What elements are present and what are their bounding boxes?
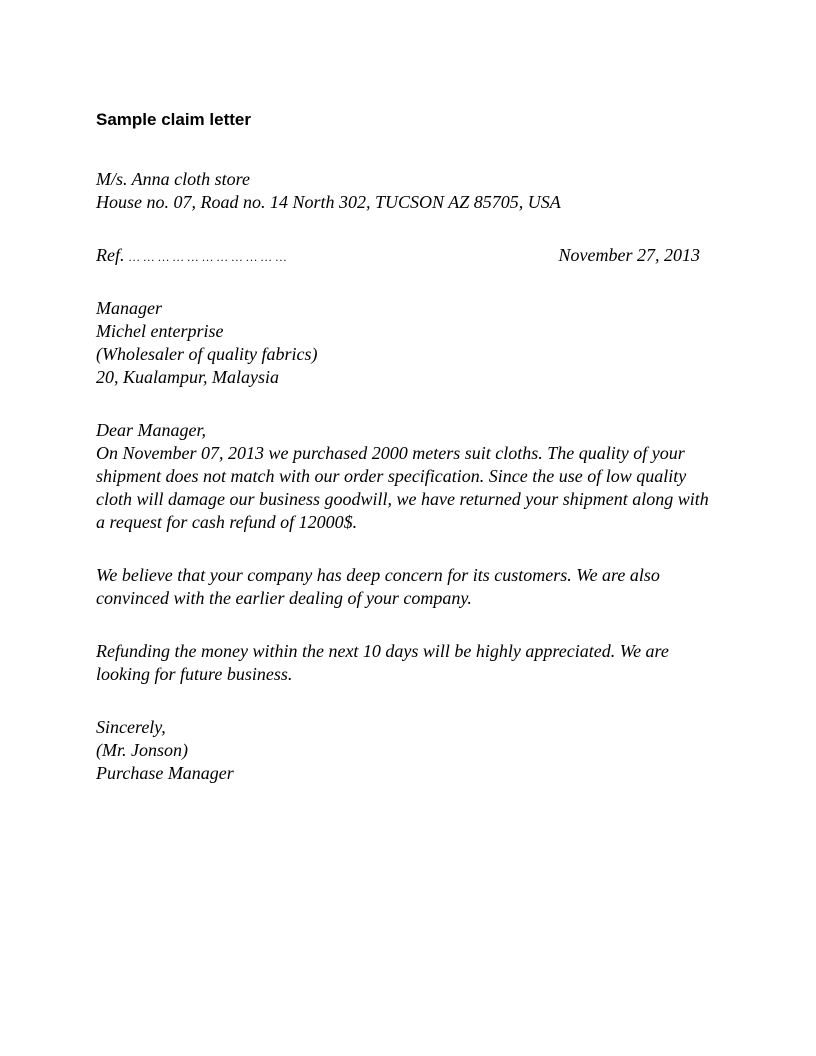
salutation: Dear Manager, bbox=[96, 420, 206, 440]
sender-address: House no. 07, Road no. 14 North 302, TUCSON AZ 85705, USA bbox=[96, 192, 561, 212]
valediction: Sincerely, bbox=[96, 717, 166, 737]
recipient-block bbox=[96, 297, 736, 389]
body-paragraph: On November 07, 2013 we purchased 2000 meters suit cloths. The quality of your shipment does not match with our order specification. Since the use of low quality cloth will damage our business goodwill, we have returned your shipment along with a request for cash refund of 12000$. bbox=[96, 443, 709, 532]
sender-block bbox=[96, 168, 736, 214]
recipient-description: (Wholesaler of quality fabrics) bbox=[96, 344, 318, 364]
letter-body-third bbox=[96, 640, 736, 686]
reference-label: Ref. bbox=[96, 245, 125, 265]
body-paragraph: Refunding the money within the next 10 days will be highly appreciated. We are looking for future business. bbox=[96, 641, 669, 684]
reference-placeholder: … … … … … … … … … … … bbox=[129, 250, 287, 264]
signatory-name: (Mr. Jonson) bbox=[96, 740, 188, 760]
closing-block bbox=[96, 716, 736, 785]
body-paragraph: We believe that your company has deep concern for its customers. We are also convinced with the earlier dealing of your company. bbox=[96, 565, 660, 608]
reference-line bbox=[96, 244, 716, 267]
recipient-address: 20, Kualampur, Malaysia bbox=[96, 367, 280, 387]
reference-field bbox=[96, 244, 287, 269]
document-title: Sample claim letter bbox=[96, 110, 251, 129]
letter-date: November 27, 2013 bbox=[558, 245, 700, 265]
letter-body-second bbox=[96, 564, 736, 610]
sender-name: M/s. Anna cloth store bbox=[96, 169, 250, 189]
signatory-position: Purchase Manager bbox=[96, 763, 234, 783]
recipient-company: Michel enterprise bbox=[96, 321, 224, 341]
recipient-title: Manager bbox=[96, 298, 162, 318]
letter-body-first bbox=[96, 419, 736, 534]
